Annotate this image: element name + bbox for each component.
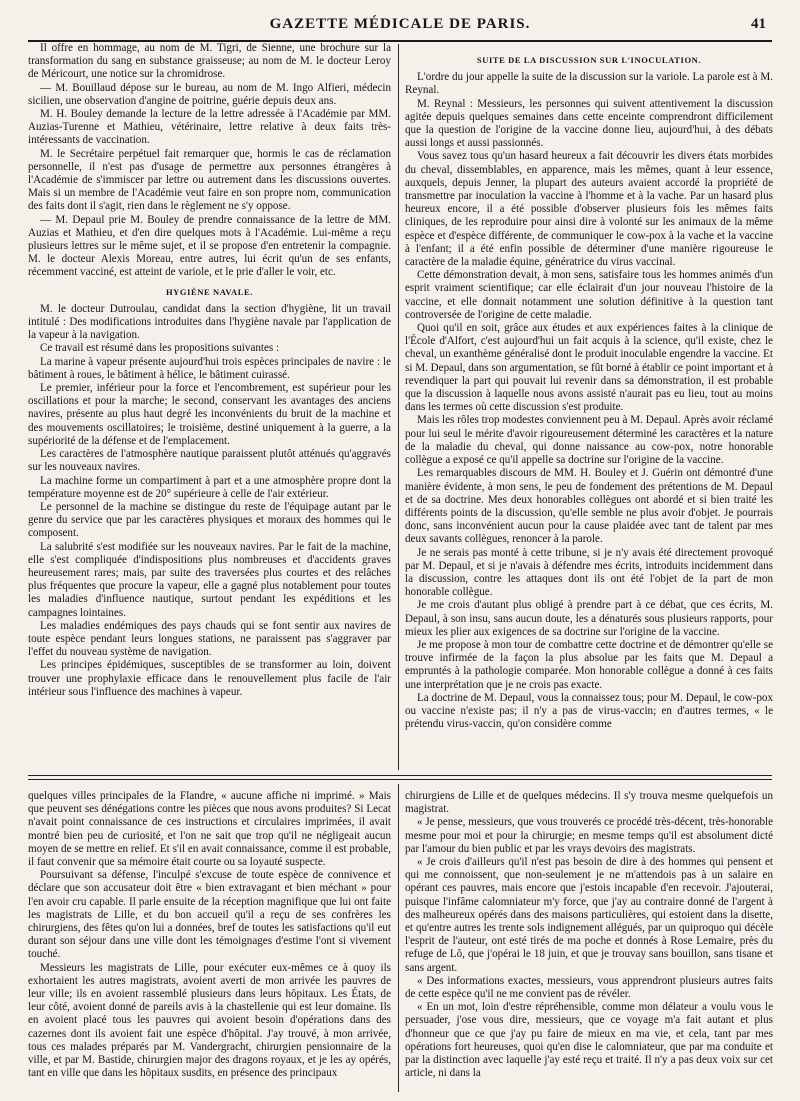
column-bottom-left [28,790,391,1090]
paragraph: M. le Secrétaire perpétuel fait remarquer que, hormis le cas de réclamation personnelle, il n'est pas d'usage de permettre aux personnes étrangères à l'Académie de s'immiscer par lettre ou autrement dans les discussions ouvertes. Mais si un membre de l'Académie veut faire en son propre nom, communication des faits dont il s'agit, rien dans le règlement ne s'y oppose. [28,147,391,213]
paragraph: La doctrine de M. Depaul, vous la connaissez tous; pour M. Depaul, le cow-pox ou vaccine n'existe pas; il n'y a pas de virus-vaccin; en d'autres termes, « le prétendu virus-vaccin, qu'on considère comme [405,691,773,731]
paragraph: — M. Bouillaud dépose sur le bureau, au nom de M. Ingo Alfieri, médecin sicilien, une observation d'angine de poitrine, guérie depuis deux ans. [28,81,391,107]
paragraph: M. H. Bouley demande la lecture de la lettre adressée à l'Académie par MM. Auzias-Turenne et Mathieu, vétérinaire, lettre relative à deux faits très-intéressants de vaccination. [28,108,391,147]
paragraph: Je me crois d'autant plus obligé à prendre part à ce débat, que ces écrits, M. Depaul, à son insu, sans aucun doute, les a dénaturés sous plusieurs rapports, pour mieux les plier aux exigences de sa doctrine sur l'origine de la vaccine. [405,599,773,638]
paragraph: Les principes épidémiques, susceptibles de se transformer au loin, doivent trouver une prophylaxie efficace dans le renouvellement plus facile de l'air intérieur sous l'influence des machines à vapeur. [28,659,391,698]
column-bottom-right [405,790,773,1090]
paragraph: Quoi qu'il en soit, grâce aux études et aux expériences faites à la clinique de l'École d'Alfort, c'est aujourd'hui un fait acquis à la science, qu'il existe, chez le cheval, un exanthème généralisé dont le produit inoculable engendre la vaccine. Et si M. Depaul, dans son argumentation, se fût borné à établir ce point important et à revendiquer la part qui pouvait lui revenir dans sa démonstration, il est probable que la discussion à laquelle nous avons assisté n'aurait pas eu lieu, tout au moins dans les termes où cette discussion s'est produite. [405,322,773,414]
paragraph: M. Reynal : Messieurs, les personnes qui suivent attentivement la discussion agitée depuis quelques semaines dans cette enceinte comprendront difficilement que la question de l'origine de la vaccine donne lieu, aujourd'hui, à des débats aussi longs et aussi passionnés. [405,97,773,150]
paragraph: Cette démonstration devait, à mon sens, satisfaire tous les hommes animés d'un esprit vraiment scientifique; car elle éclairait d'un jour nouveau l'histoire de la vaccine, et elle donnait notamment une solution définitive à la question tant controversée de l'origine de cette maladie. [405,269,773,321]
paragraph: L'ordre du jour appelle la suite de la discussion sur la variole. La parole est à M. Reynal. [405,71,773,97]
paragraph: Vous savez tous qu'un hasard heureux a fait découvrir les divers états morbides du cheval, dissemblables, en apparence, mais les mêmes, quant à leur essence, auxquels, depuis Jenner, la plupart des auteurs avaient accordé la propriété de transmettre par inoculation la vaccine à l'homme et à la vache. Par un hasard plus heureux encore, il a été possible d'observer plusieurs fois les mêmes faits cliniques, de les reproduire pour ainsi dire à volonté sur les animaux de la même espèce et d'espèce différente, de communiquer le cow-pox à la vache et la vaccine à l'enfant; il a été enfin possible de déterminer d'une manière rigoureuse le caractère de la maladie équine, génératrice du virus vaccinal. [405,150,773,269]
paragraph: Poursuivant sa défense, l'inculpé s'excuse de toute espèce de connivence et déclare que son accusateur doit être « bien extravagant et bien méchant » pour l'en avoir cru capable. Il parle ensuite de la réception magnifique que lui ont faite les magistrats de Lille, et du bon accueil qu'il a reçu de ses confrères les chirurgiens, des fêtes qu'on lui a données, bref de toutes les satisfactions qu'il eut durant son séjour dans une ville dont les témoignages d'estime l'ont si vivement touché. [28,869,391,961]
section-divider-rule-second [28,779,772,780]
column-top-left [28,42,391,770]
paragraph: La machine forme un compartiment à part et a une atmosphère propre dont la température moyenne est de 20° supérieure à celle de l'air extérieur. [28,474,391,500]
paragraph: Il offre en hommage, au nom de M. Tigri, de Sienne, une brochure sur la transformation du sang en substance graisseuse; au nom de M. le docteur Leroy de Méricourt, une notice sur la chromidrose. [28,42,391,81]
paragraph: M. le docteur Dutroulau, candidat dans la section d'hygiène, lit un travail intitulé : Des modifications introduites dans l'hygiène navale par l'application de la vapeur à la navigation. [28,302,391,342]
paragraph: « Je pense, messieurs, que vous trouverés ce procédé très-décent, très-honorable mesme pour moi et pour la chirurgie; en mesme temps qu'il est absolument dicté par l'amour du bien public et par les vrays devoirs des magistrats. [405,816,773,855]
column-divider-top [398,44,399,770]
paragraph: chirurgiens de Lille et de quelques médecins. Il s'y trouva mesme quelquefois un magistrat. [405,790,773,816]
paragraph: Le personnel de la machine se distingue du reste de l'équipage autant par le genre du service que par les caractères physiques et moraux des hommes qui le composent. [28,500,391,540]
paragraph: — M. Depaul prie M. Bouley de prendre connaissance de la lettre de MM. Auzias et Mathieu, et d'en dire quelques mots à l'Académie. Lui-même a reçu plusieurs lettres sur le même sujet, et il se propose d'en entretenir la compagnie. M. le docteur Alexis Moreau, entre autres, lui écrit qu'un de ses enfants, récemment vacciné, est atteint de variole, et le prie d'aller le voir, etc. [28,213,391,279]
paragraph: Les maladies endémiques des pays chauds qui se font sentir aux navires de toute espèce pendant leurs longues stations, ne paraissent pas s'aggraver par l'effet du nouveau système de navigation. [28,619,391,659]
section-divider-rule [28,775,772,776]
paragraph: Je me propose à mon tour de combattre cette doctrine et de démontrer qu'elle se trouve infirmée de la façon la plus absolue par les faits que M. Depaul a empruntés à la pathologie comparée. Mon honorable collègue a donné à ces faits une interprétation que je ne crois pas exacte. [405,638,773,691]
paragraph: Ce travail est résumé dans les propositions suivantes : [40,342,280,355]
paragraph: Les remarquables discours de MM. H. Bouley et J. Guérin ont démontré d'une manière évidente, à mon sens, le peu de fondement des prétentions de M. Depaul et de sa doctrine. Mes deux honorables collègues ont abordé et si bien traité les différents points de la discussion, qu'elle semble ne plus avoir d'objet. Je pourrais donc, sans inconvénient aucun pour la cause plaidée avec tant de talent par mes deux savants collègues, renoncer à la parole. [405,467,773,546]
page-header [28,14,772,42]
paragraph: Le premier, inférieur pour la force et l'encombrement, est supérieur pour les oscillations et pour la marche; le second, conservant les avantages des anciens navires, présente au plus haut degré les inconvénients du bruit de la machine et des mouvements oscillatoires; le troisième, destiné uniquement à la guerre, a la supériorité de la défense et de l'emplacement. [28,382,391,447]
paragraph: Les caractères de l'atmosphère nautique paraissent plutôt atténués qu'aggravés sur les nouveaux navires. [28,448,391,474]
paragraph: « Des informations exactes, messieurs, vous apprendront plusieurs autres faits de cette espèce qu'il ne me convient pas de révéler. [405,974,773,1001]
paragraph: quelques villes principales de la Flandre, « aucune affiche ni imprimé. » Mais que peuvent ses dénégations contre les pièces que nous avons produites? Si Lecat n'avait point connaissance de ces instructions et circulaires imprimées, il avait montré bien peu de curiosité, et l'on ne sait que trop qu'il ne négligeait aucun moyen de se mettre en relief. Et s'il en avait connaissance, comme il est probable, il faut convenir que sa mémoire était courte ou sa loyauté suspecte. [28,790,391,869]
paragraph: La marine à vapeur présente aujourd'hui trois espèces principales de navire : le bâtiment à roues, le bâtiment à hélice, le bâtiment cuirassé. [28,355,391,381]
section-heading: SUITE DE LA DISCUSSION SUR L'INOCULATION. [476,55,702,65]
paragraph: Je ne serais pas monté à cette tribune, si je n'y avais été directement provoqué par M. Depaul, et si je n'avais à défendre mes écrits, introduits incidemment dans la discussion, contre les attaques dont ils ont été l'objet de la part de mon honorable collègue. [405,546,773,599]
column-divider-bottom [398,784,399,1092]
journal-title: GAZETTE MÉDICALE DE PARIS. [269,16,531,32]
paragraph: Mais les rôles trop modestes conviennent peu à M. Depaul. Après avoir réclamé pour lui seul le mérite d'avoir rigoureusement déterminé les caractères et la nature de la maladie du cheval, qui donne naissance au cow-pox, notre honorable collègue a exposé ce qu'il appelle sa doctrine sur l'origine de la vaccine. [405,414,773,467]
paragraph: La salubrité s'est modifiée sur les nouveaux navires. Par le fait de la machine, elle s'est compliquée d'indispositions plus nombreuses et d'accidents graves heureusement rares; mais, par suite des traversées plus courtes et des relâches plus fréquentes que procure la vapeur, elle a gagné plus notablement pour toutes les maladies d'influence nautique, surtout pendant les expéditions et les campagnes lointaines. [28,540,391,619]
column-top-right [405,48,773,770]
page-number: 41 [751,16,766,32]
paragraph: Messieurs les magistrats de Lille, pour exécuter eux-mêmes ce à quoy ils exhortaient les autres magistrats, avoient averti de mon arrivée les pauvres de leur ville; ils en avoient rassemblé plusieurs dans leurs hôpitaux. Les États, de leur côté, avoient donné de pareils avis à la chastellenie qui est leur domaine. Ils en avoient placé tous les pauvres qui avoient besoin d'opérations dans des cazernes dont ils avoient fait une espèce d'hôpital. J'ay trouvé, à mon arrivée, tous ces malades préparés par M. Vandergracht, chirurgien pensionnaire de la ville, et par M. Bastide, chirurgien major des dragons royaux, et je les ay opérés, tant en ville que dans les hôpitaux susdits, en présence des principaux [28,961,391,1080]
paragraph: « En un mot, loin d'estre répréhensible, comme mon délateur a voulu vous le persuader, j'ose vous dire, messieurs, que ce voyage m'a fait autant et plus d'honneur que ce que j'ay pu faire de mieux en ma vie, et cela, tant par mes opérations fort heureuses, quoi qu'en dise le calomniateur, que par ma conduite et par la distinction avec laquelle j'ay esté reçu et traité. Il n'y a pas deux voix sur cet article, ni dans la [405,1001,773,1080]
section-heading: HYGIÈNE NAVALE. [165,286,254,297]
paragraph: « Je crois d'ailleurs qu'il n'est pas besoin de dire à des hommes qui pensent et qui me connoissent, que non-seulement je ne m'attendois pas à un salaire en opérant ces pauvres, mais encore que j'estois incapable d'en recevoir. J'ajouterai, puisque l'infâme calomniateur m'y force, que j'ay au contraire donné de l'argent à des malheureux opérés dans des maisons particulières, qui estoient dans la disette, et qu'entre autres les trente sols indignement allégués, par un quiproquo qui décèle l'esprit de l'auteur, ont esté tirés de ma poche et donnés à Rose Lemaire, près du refuge de Lô, que j'opérai le 18 juin, et que je trouvay sans bouillon, sans tisane et sans argent. [405,856,773,974]
